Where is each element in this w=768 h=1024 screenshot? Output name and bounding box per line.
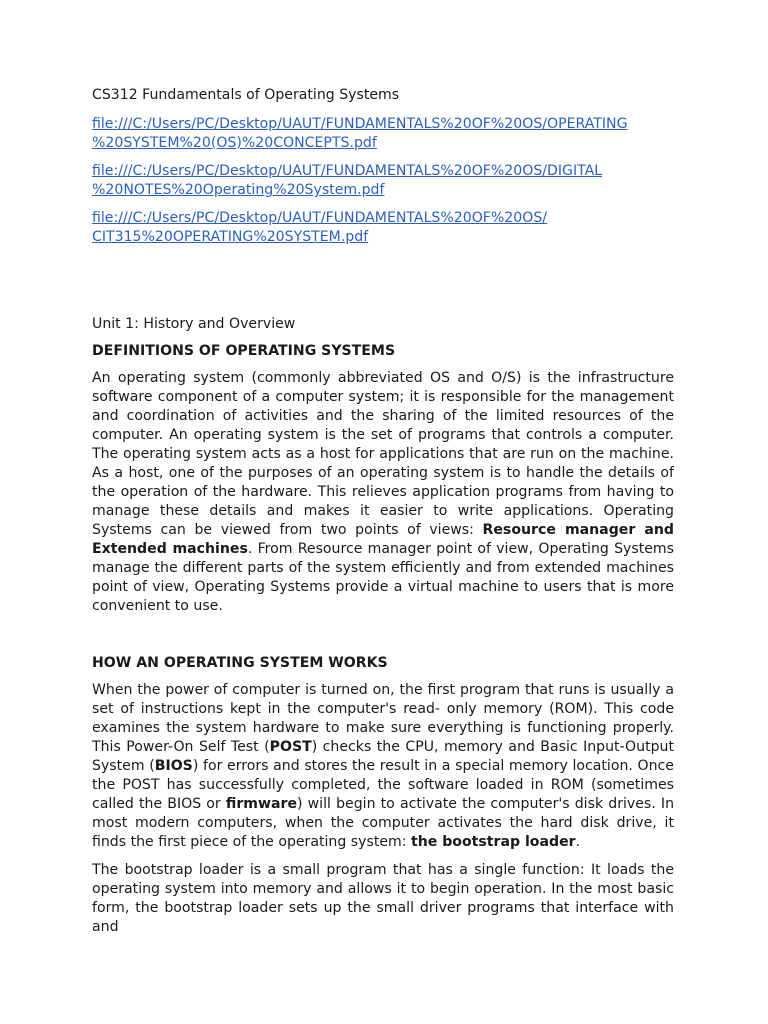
link-line-1: file:///C:/Users/PC/Desktop/UAUT/FUNDAMENTALS%20OF%20OS/OPERATING [92,116,628,132]
link-cit315[interactable] [92,209,674,247]
link-line-2: %20NOTES%20Operating%20System.pdf [92,182,385,198]
bold-text: POST [269,739,312,755]
definitions-paragraph [92,369,674,616]
paragraph-text: . [575,834,581,850]
paragraph-text: An operating system (commonly abbreviated OS and O/S) is the infrastructure software component of a computer system; it is responsible for the management and coordination of activities and the sharing of the limited resources of the computer. An operating system is the set of programs that controls a computer. The operating system acts as a host for applications that are run on the machine. As a host, one of the purposes of an operating system is to handle the details of the operation of the hardware. This relieves application programs from having to manage these details and makes it easier to write applications. Operating Systems can be viewed from two points of views: [92,370,674,538]
link-line-2: %20SYSTEM%20(OS)%20CONCEPTS.pdf [92,135,377,151]
how-it-works-paragraph-1 [92,681,674,852]
paragraph-text: ) for errors and stores the result in a special memory location. Once the POST has successfully completed, the software loaded in ROM (sometimes called the BIOS or [92,758,674,812]
course-title: CS312 Fundamentals of Operating Systems [92,87,400,103]
how-it-works-paragraph-2: The bootstrap loader is a small program that has a single function: It loads the operating system into memory and allows it to begin operation. In the most basic form, the bootstrap loader sets up the small driver programs that interface with and [92,862,674,935]
document-page [92,86,674,937]
bold-text: the bootstrap loader [410,834,576,850]
bold-text: Resource manager and Extended machines [92,522,674,557]
link-line-1: file:///C:/Users/PC/Desktop/UAUT/FUNDAMENTALS%20OF%20OS/ [92,210,548,226]
bold-text: firmware [225,796,297,812]
link-line-2: CIT315%20OPERATING%20SYSTEM.pdf [92,229,369,245]
paragraph-text: ) will begin to activate the computer's disk drives. In most modern computers, when the computer activates the hard disk drive, it finds the first piece of the operating system: [92,796,674,850]
link-operating-system-concepts[interactable] [92,115,674,153]
section-heading-definitions: DEFINITIONS OF OPERATING SYSTEMS [92,343,396,359]
spacer [92,616,674,654]
link-line-1: file:///C:/Users/PC/Desktop/UAUT/FUNDAMENTALS%20OF%20OS/DIGITAL [92,163,603,179]
section-heading-how-it-works: HOW AN OPERATING SYSTEM WORKS [92,655,388,671]
paragraph-text: ) checks the CPU, memory and Basic Input-Output System ( [92,739,675,774]
link-digital-notes[interactable] [92,162,674,200]
bold-text: BIOS [154,758,193,774]
paragraph-text: . From Resource manager point of view, Operating Systems manage the different parts of the system efficiently and from extended machines point of view, Operating Systems provide a virtual machine to users that is more convenient to use. [92,541,674,614]
spacer [92,256,674,315]
spacer [92,852,674,861]
unit-title: Unit 1: History and Overview [92,316,296,332]
paragraph-text: When the power of computer is turned on, the first program that runs is usually a set of instructions kept in the computer's read- only memory (ROM). This code examines the system hardware to make sure everything is functioning properly. This Power-On Self Test ( [92,682,674,755]
